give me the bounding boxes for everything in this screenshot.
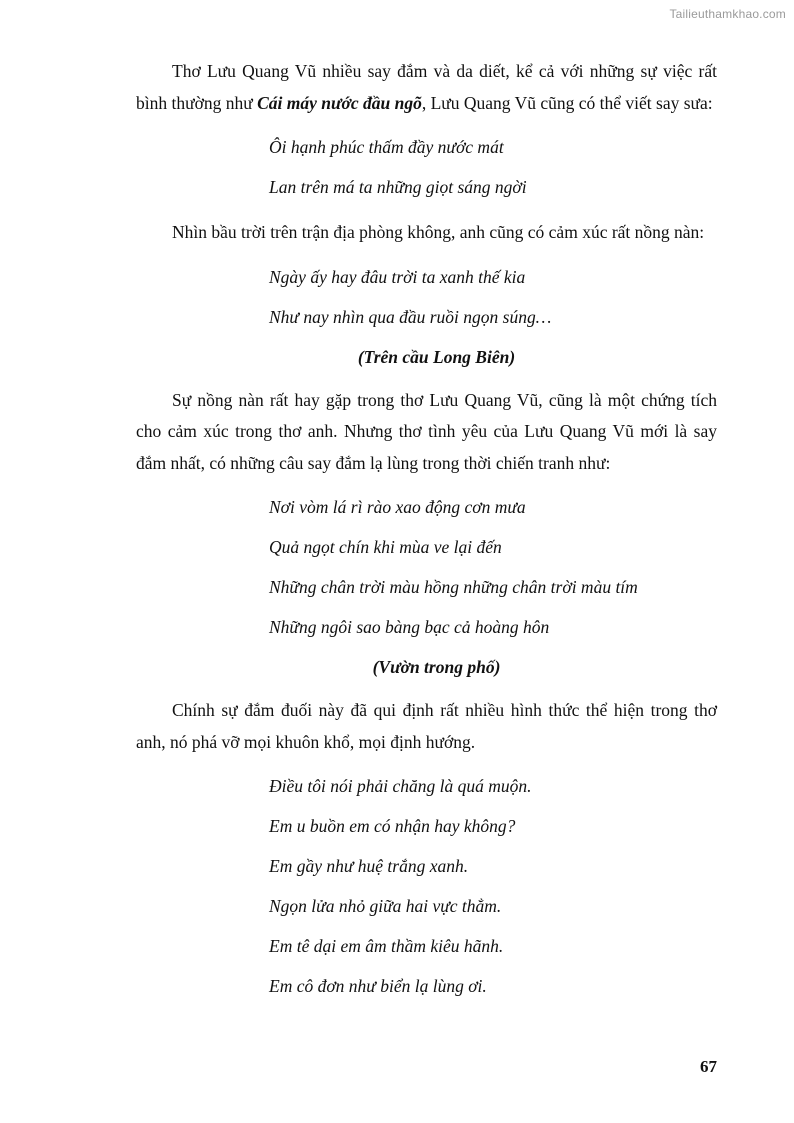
verse-block-2 (136, 257, 717, 337)
page-number: 67 (700, 1057, 717, 1076)
verse-block-1 (136, 127, 717, 207)
verse-line: Em cô đơn như biển lạ lùng ơi. (269, 976, 487, 996)
verse-line: Điều tôi nói phải chăng là quá muộn. (269, 776, 532, 796)
verse-line: Ôi hạnh phúc thấm đầy nước mát (269, 137, 504, 157)
paragraph-form: Chính sự đắm đuối này đã qui định rất nhiều hình thức thể hiện trong thơ anh, nó phá vỡ mọi khuôn khổ, mọi định hướng. (136, 700, 717, 752)
paragraph-sky: Nhìn bầu trời trên trận địa phòng không, anh cũng có cảm xúc rất nồng nàn: (172, 222, 705, 242)
poem-source-caption: (Vườn trong phố) (372, 657, 501, 677)
poem-title-emphasis: Cái máy nước đầu ngõ (257, 92, 422, 113)
verse-line: Ngọn lửa nhỏ giữa hai vực thẳm. (269, 896, 502, 916)
paragraph-passion: Sự nồng nàn rất hay gặp trong thơ Lưu Quang Vũ, cũng là một chứng tích cho cảm xúc trong thơ anh. Nhưng thơ tình yêu của Lưu Quang Vũ mới là say đắm nhất, có những câu say đắm lạ lùng trong thời chiến tranh như: (136, 389, 717, 473)
verse-line: Em tê dại em âm thầm kiêu hãnh. (269, 936, 504, 956)
paragraph-intro-text: Thơ Lưu Quang Vũ nhiều say đắm và da diết, kể cả với những sự việc rất bình thường như (136, 61, 717, 113)
verse-block-4 (136, 766, 717, 1006)
poem-source-caption: (Trên cầu Long Biên) (357, 346, 516, 367)
site-watermark: Tailieuthamkhao.com (669, 7, 786, 21)
document-page (136, 56, 717, 1006)
verse-line: Quả ngọt chín khi mùa ve lại đến (269, 537, 502, 557)
verse-line: Như nay nhìn qua đầu ruồi ngọn súng… (269, 306, 552, 327)
verse-line: Ngày ấy hay đâu trời ta xanh thế kia (269, 266, 526, 287)
verse-line: Em u buồn em có nhận hay không? (269, 816, 516, 836)
verse-line: Nơi vòm lá rì rào xao động cơn mưa (269, 497, 526, 517)
paragraph-intro (136, 56, 717, 119)
verse-line: Lan trên má ta những giọt sáng ngời (269, 177, 527, 197)
verse-line: Những ngôi sao bàng bạc cả hoàng hôn (269, 617, 550, 637)
verse-line: Em gầy như huệ trắng xanh. (269, 856, 469, 876)
verse-line: Những chân trời màu hồng những chân trời màu tím (269, 577, 638, 597)
verse-block-3 (136, 487, 717, 647)
paragraph-intro-text-end: , Lưu Quang Vũ cũng có thể viết say sưa: (421, 92, 713, 113)
